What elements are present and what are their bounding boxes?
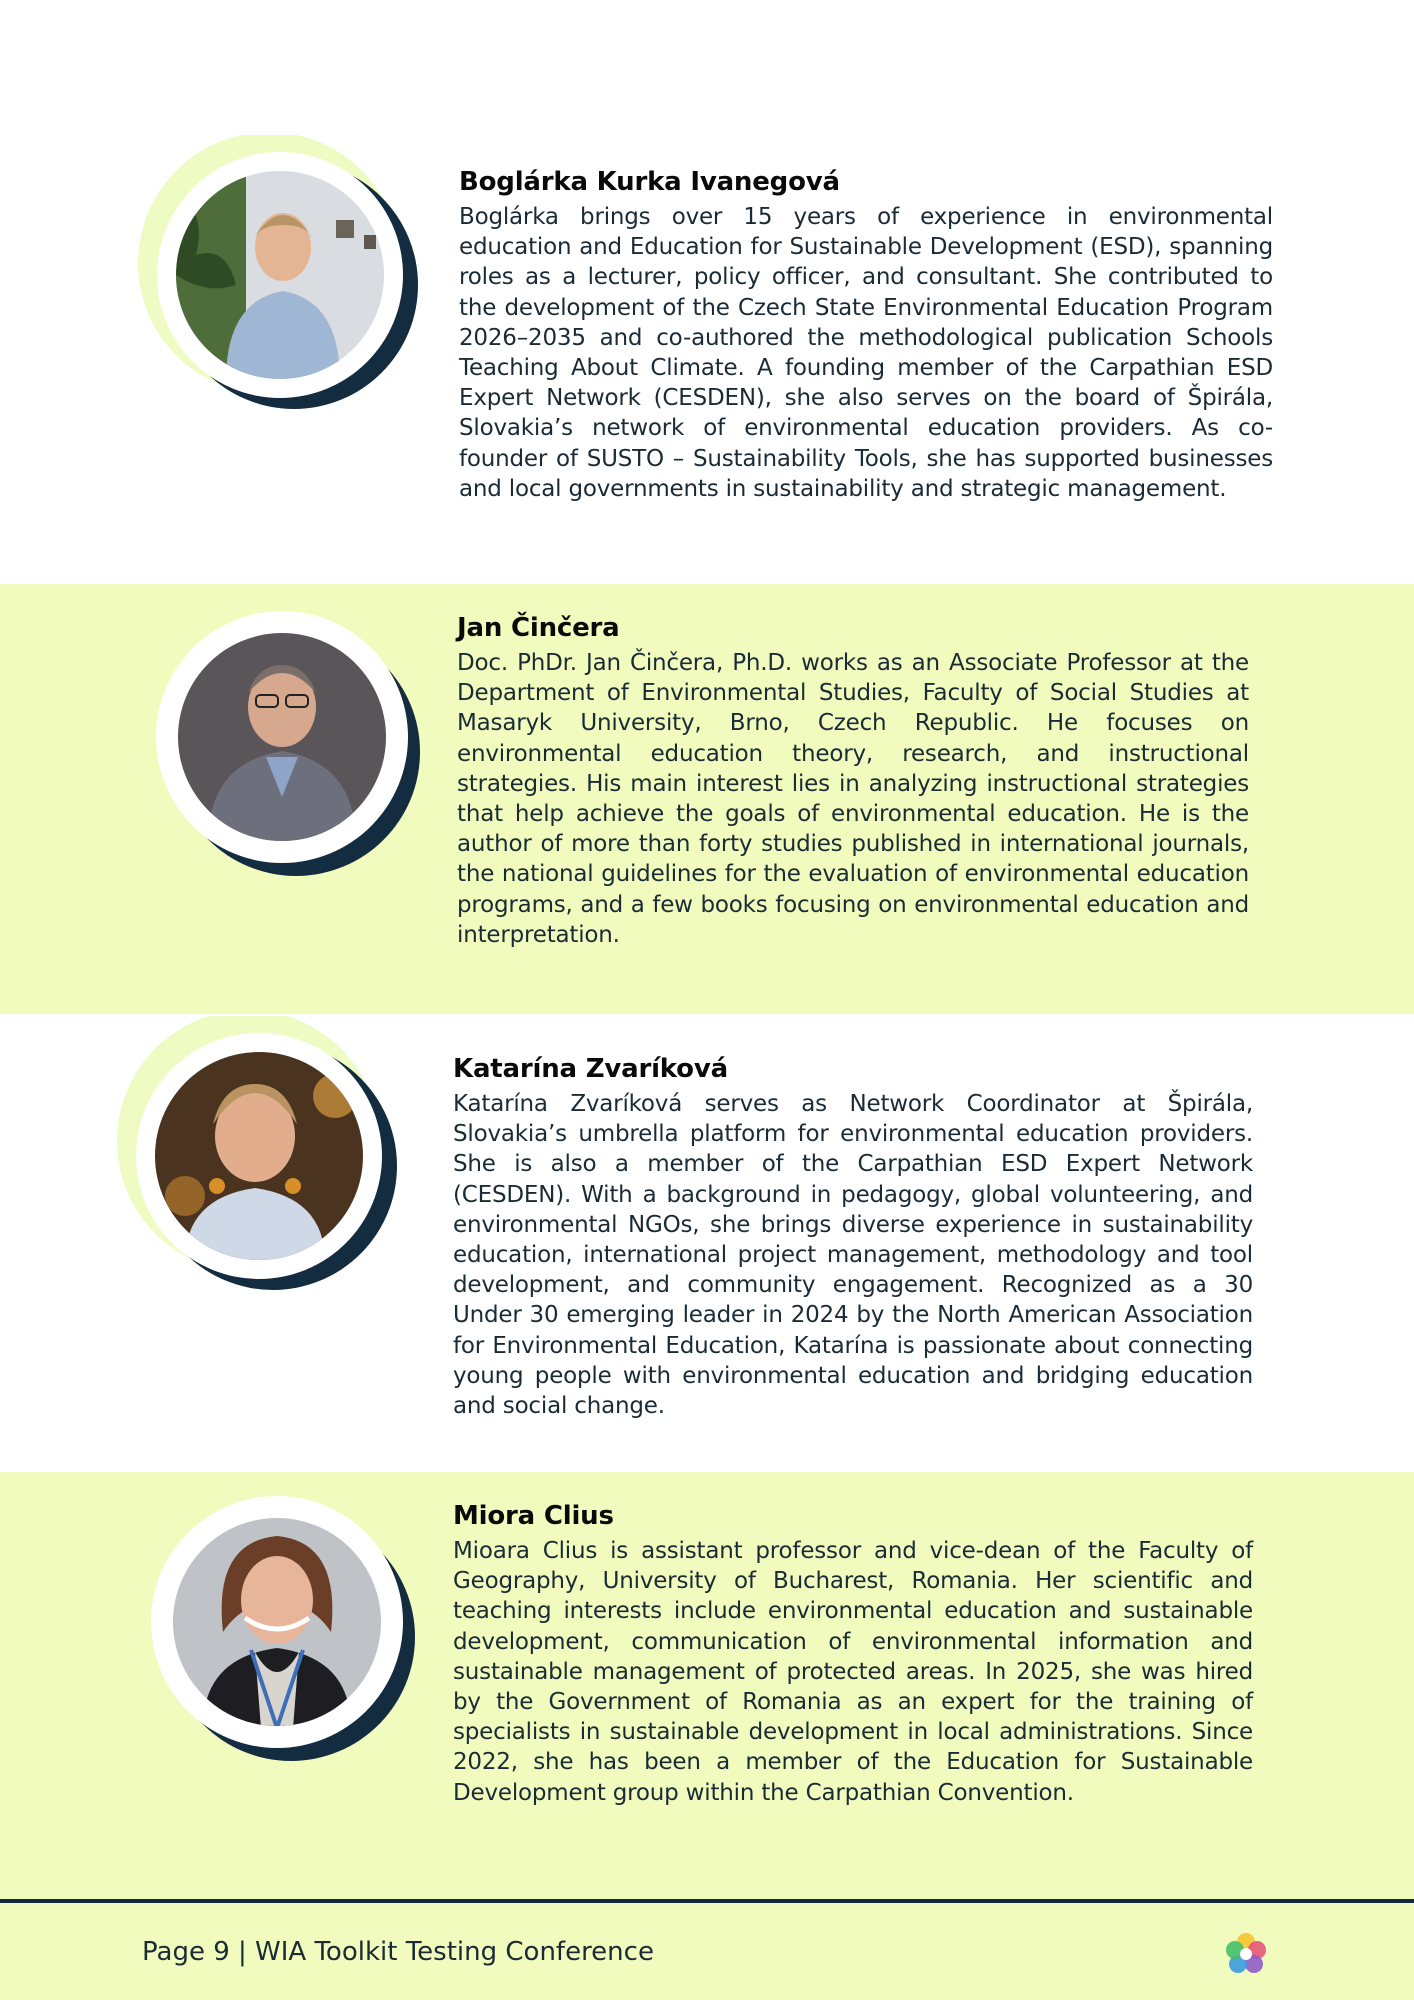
bio-block — [457, 612, 1249, 950]
portrait-photo — [138, 597, 428, 887]
person-bio: Doc. PhDr. Jan Činčera, Ph.D. works as an Associate Professor at the Department of Environmental Studies, Faculty of Social Studies at Masaryk University, Brno, Czech Republic. He focuses on environmental education theory, research, and instructional strategies. His main interest lies in analyzing instructional strategies that help achieve the goals of environmental education. He is the author of more than forty studies published in international journals, the national guidelines for the evaluation of environmental education programs, and a few books focusing on environmental education and interpretation. — [457, 650, 1249, 948]
person-name: Katarína Zvaríková — [453, 1054, 728, 1084]
footer-divider — [0, 1899, 1414, 1903]
person-bio: Katarína Zvaríková serves as Network Coordinator at Špirála, Slovakia’s umbrella platform for environmental education providers. She is also a member of the Carpathian ESD Expert Network (CESDEN). With a background in pedagogy, global volunteering, and environmental NGOs, she brings diverse experience in sustainability education, international project management, methodology and tool development, and community engagement. Recognized as a 30 Under 30 emerging leader in 2024 by the North American Association for Environmental Education, Katarína is passionate about connecting young people with environmental education and bridging education and social change. — [453, 1091, 1253, 1420]
conference-logo-icon — [1222, 1930, 1270, 1978]
portrait-photo — [133, 1482, 423, 1772]
person-bio: Mioara Clius is assistant professor and vice-dean of the Faculty of Geography, University of Bucharest, Romania. Her scientific and teaching interests include environmental education and sustainable development, communication of environmental information and sustainable management of protected areas. In 2025, she was hired by the Government of Romania as an expert for the training of specialists in sustainable development in local administrations. Since 2022, she has been a member of the Education for Sustainable Development group within the Carpathian Convention. — [453, 1538, 1253, 1806]
bio-block — [453, 1053, 1253, 1421]
bio-block — [459, 166, 1273, 504]
person-name: Jan Činčera — [457, 613, 620, 643]
person-name: Boglárka Kurka Ivanegová — [459, 167, 840, 197]
bio-block — [453, 1500, 1253, 1808]
portrait-photo — [115, 1016, 405, 1306]
person-name: Miora Clius — [453, 1501, 614, 1531]
portrait-photo — [136, 135, 426, 425]
person-bio: Boglárka brings over 15 years of experience in environmental education and Education for Sustainable Development (ESD), spanning roles as a lecturer, policy officer, and consultant. She contributed to the development of the Czech State Environmental Education Program 2026–2035 and co-authored the methodological publication Schools Teaching About Climate. A founding member of the Carpathian ESD Expert Network (CESDEN), she also serves on the board of Špirála, Slovakia’s network of environmental education providers. As co-founder of SUSTO – Sustainability Tools, she has supported businesses and local governments in sustainability and strategic management. — [459, 204, 1273, 502]
page-footer-label: Page 9 | WIA Toolkit Testing Conference — [142, 1937, 654, 1967]
